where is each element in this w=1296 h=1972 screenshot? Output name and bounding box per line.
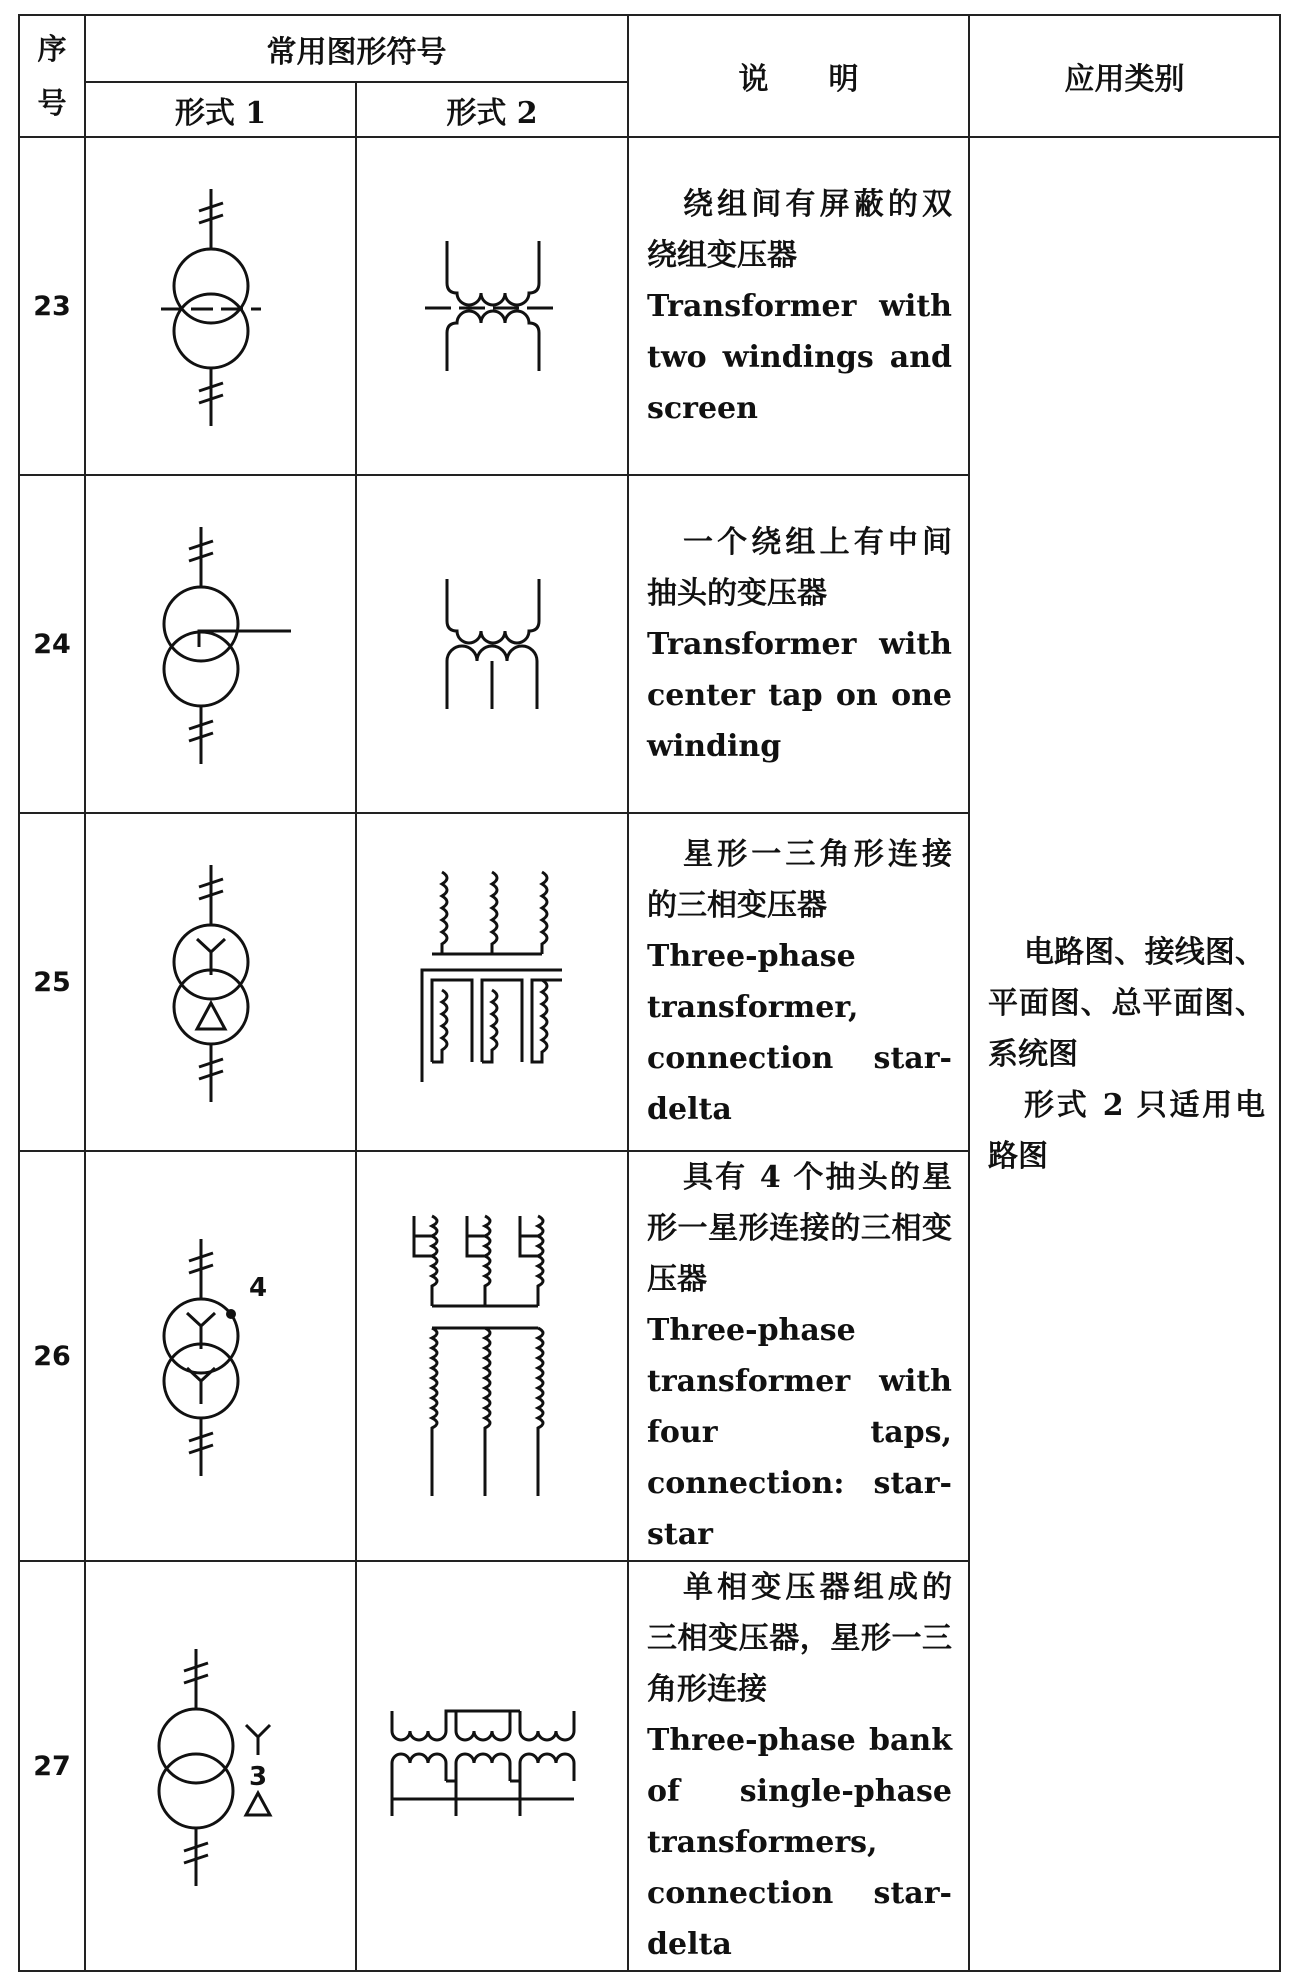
description-en: Three-phase bank of single-phase transformers, connection star-delta (647, 1723, 952, 1962)
tap-count-label: 4 (248, 1273, 267, 1303)
header-seq (19, 15, 85, 137)
form1-cell (85, 1151, 356, 1561)
three-phase-star-delta-coils-icon (402, 862, 582, 1102)
description-en: Transformer with two windings and screen (647, 288, 952, 426)
form1-cell (85, 137, 356, 475)
row-number: 23 (19, 137, 85, 475)
form2-cell (356, 813, 628, 1151)
form1-cell (85, 475, 356, 813)
header-symbols: 常用图形符号 (85, 15, 628, 82)
three-single-phase-bank-coils-icon (382, 1691, 602, 1841)
description-cn: 具有 4 个抽头的星形一星形连接的三相变压器 (647, 1160, 952, 1297)
form2-cell (356, 137, 628, 475)
description-cn: 星形一三角形连接的三相变压器 (647, 837, 952, 923)
description-cn: 单相变压器组成的三相变压器，星形一三角形连接 (647, 1570, 952, 1707)
application-category-cell (969, 137, 1280, 1971)
header-form1: 形式 1 (85, 82, 356, 137)
three-phase-star-star-coils-with-taps-icon (402, 1206, 582, 1506)
form2-cell (356, 1561, 628, 1971)
description-cell (628, 137, 969, 475)
header-seq-line2: 号 (37, 86, 67, 120)
symbol-table (18, 14, 1281, 1972)
table-row (19, 137, 1280, 475)
form2-cell (356, 475, 628, 813)
two-winding-screened-coil-icon (417, 231, 567, 381)
description-en: Three-phase transformer with four taps, connection: star-star (647, 1313, 952, 1552)
center-tap-coil-icon (417, 569, 567, 719)
row-number: 25 (19, 813, 85, 1151)
description-cell (628, 475, 969, 813)
description-en: Three-phase transformer, connection star-delta (647, 939, 952, 1127)
description-cn: 绕组间有屏蔽的双绕组变压器 (647, 186, 952, 273)
description-cn: 一个绕组上有中间抽头的变压器 (647, 524, 952, 611)
star-star-transformer-with-taps-icon (141, 1231, 301, 1481)
form1-cell (85, 1561, 356, 1971)
row-number: 26 (19, 1151, 85, 1561)
star-delta-transformer-icon (151, 857, 291, 1107)
header-description: 说 明 (628, 15, 969, 137)
bank-count-label: 3 (248, 1762, 267, 1792)
transformer-bank-star-delta-icon (136, 1641, 306, 1891)
row-number: 24 (19, 475, 85, 813)
center-tap-transformer-icon (141, 519, 301, 769)
description-cell (628, 1151, 969, 1561)
application-line2: 形式 2 只适用电路图 (988, 1087, 1265, 1174)
application-line1: 电路图、接线图、平面图、总平面图、系统图 (988, 934, 1265, 1072)
header-category: 应用类别 (969, 15, 1280, 137)
description-en: Transformer with center tap on one winding (647, 626, 952, 764)
form1-cell (85, 813, 356, 1151)
two-winding-transformer-with-screen-icon (151, 181, 291, 431)
row-number: 27 (19, 1561, 85, 1971)
description-cell (628, 1561, 969, 1971)
header-form2: 形式 2 (356, 82, 628, 137)
header-seq-line1: 序 (37, 32, 67, 66)
description-cell (628, 813, 969, 1151)
form2-cell (356, 1151, 628, 1561)
